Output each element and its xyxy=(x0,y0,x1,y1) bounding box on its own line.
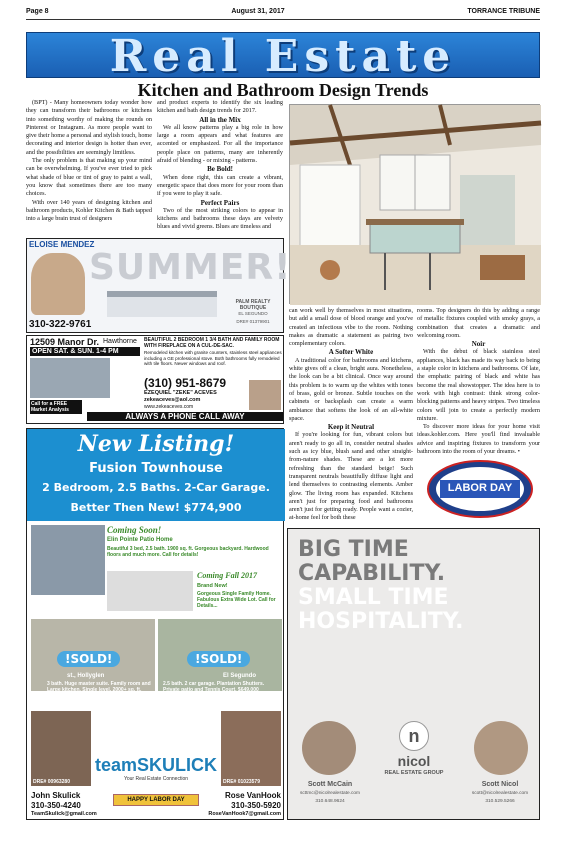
subhead: A Softer White xyxy=(328,348,374,357)
agent-name-john: John Skulick xyxy=(31,791,81,800)
agent-email-rose: RoseVanHook7@gmail.com xyxy=(208,811,281,817)
agent-name-mccain: Scott McCain xyxy=(307,781,353,788)
agent-photo-john xyxy=(31,711,91,786)
issue-date: August 31, 2017 xyxy=(231,8,285,15)
soon-title: Elin Pointe Patio Home xyxy=(107,537,173,543)
subhead: Keep it Neutral xyxy=(327,423,375,432)
agent-phone-nicol: 310.529.5266 xyxy=(485,799,515,804)
agent-email: zekeaceves@aol.com xyxy=(144,397,201,403)
paragraph: Two of the most striking colors to appear in kitchens and bathrooms these days are velvety blues and vivid greens. Blues are timeless and xyxy=(157,206,283,231)
team-brand: teamSKULICK xyxy=(94,755,218,775)
paragraph: and product experts to identify the six leading kitchen and bath design trends for 2017. xyxy=(157,99,283,115)
paragraph: We all know patterns play a big role in how large a room appears and what features are accented or emphasized. For all the importance people place on patterns, many are inherently afraid of blending - or mixing - patterns. xyxy=(157,123,283,165)
paragraph: (BPT) - Many homeowners today wonder how they can transform their bathrooms or kitchens into something worthy of making the rounds on Pinterest or Instagram. As more people want to give their home a personal and stylish touch, home decorating and interior design is hotter than ever, and the possibilities are seemingly limitless. xyxy=(26,99,152,156)
paragraph: With the debut of black stainless steel appliances, black has made its way back to being a staple color in kitchens and bathrooms. Of late, the emphatic pairing of black and white has become the real showstopper. The idea here is to work with high contrast: think strong color-blocking patterns and heavy stripes. Two timeless colors will join to create a perfectly modern mixture. xyxy=(417,348,541,422)
agent-name-rose: Rose VanHook xyxy=(224,791,281,800)
agent-photo-mccain xyxy=(302,721,356,775)
listing-city: Hawthorne xyxy=(103,338,137,345)
open-house-times: OPEN SAT. & SUN. 1-4 PM xyxy=(30,347,140,356)
ad-new-listing xyxy=(26,428,284,820)
firm-name: PALM REALTY BOUTIQUE xyxy=(235,299,271,311)
section-title: Real Estate xyxy=(109,31,457,82)
paragraph: If you're looking for fun, vibrant colors but aren't ready to go all in, consider neutral shades such as icy blue, blush sand and other straight-from-nature shades. These are a lot more refreshing than the standard beige! Such transparent neutrals beautifully diffuse light and lend themselves to contrasting elements. Amber glow. The living room has expanded. Kitchens aren't just for preparing food and bathrooms aren't just for getting ready. People want a cozier, at-home feel for both these xyxy=(289,431,413,522)
listing-headline: BEAUTIFUL 2 BEDROOM 1 3/4 BATH AND FAMILY ROOM WITH FIREPLACE ON A CUL-DE-SAC. xyxy=(144,337,280,349)
brand-name: nicol xyxy=(397,753,431,769)
brand-tagline: Your Real Estate Connection xyxy=(123,776,189,782)
coming-soon: Coming Soon! xyxy=(107,525,162,535)
slogan-line-3: SMALL TIME xyxy=(298,585,449,610)
subhead: Be Bold! xyxy=(207,165,233,174)
dre-number: DRE# 01379901 xyxy=(236,319,270,324)
phone: 310-322-9761 xyxy=(29,319,92,330)
paragraph: When done right, this can create a vibrant, energetic space that does more for your room than if you were to play it safe. xyxy=(157,173,283,198)
fall-title: Brand New! xyxy=(197,583,228,589)
kitchen-photo xyxy=(289,104,540,304)
subhead: Noir xyxy=(471,340,486,349)
dre-john: DRE# 00963280 xyxy=(33,779,70,785)
agent-email-john: TeamSkulick@gmail.com xyxy=(31,811,97,817)
sold-badge: !SOLD! xyxy=(187,651,250,667)
page-number: Page 8 xyxy=(26,8,49,15)
labor-day-banner: HAPPY LABOR DAY xyxy=(113,794,199,806)
agent-email-nicol: scott@nicolrealestate.com xyxy=(471,791,529,796)
listing-address: 12509 Manor Dr. xyxy=(30,337,100,347)
sold-1-location: st., Hollyglen xyxy=(67,673,105,679)
page-header xyxy=(26,8,540,20)
agent-phone-john: 310-350-4240 xyxy=(31,801,81,810)
ad-open-house xyxy=(26,335,284,424)
ad-nicol xyxy=(287,528,540,820)
brand-subtitle: REAL ESTATE GROUP xyxy=(384,770,444,776)
paragraph: To discover more ideas for your home visit ideas.kohler.com. Here you'll find invaluable advice and inspiring fixtures to transform your bathroom into the room of your dreams. • xyxy=(417,423,540,456)
agent-photo xyxy=(31,253,85,315)
newspaper-name: TORRANCE TRIBUNE xyxy=(467,8,540,15)
labor-day-text: LABOR DAY xyxy=(447,482,513,494)
dre-rose: DRE# 01023579 xyxy=(223,779,260,785)
townhouse-photo xyxy=(31,525,105,595)
agent-phone-mccain: 310.648.9624 xyxy=(315,799,345,804)
agent-name-nicol: Scott Nicol xyxy=(481,781,519,788)
firm-city: EL SEGUNDO xyxy=(238,311,268,316)
tagline: ALWAYS A PHONE CALL AWAY xyxy=(87,412,283,421)
sold-2-location: El Segundo xyxy=(223,673,256,679)
home-name: Fusion Townhouse xyxy=(89,461,223,476)
agent-photo xyxy=(249,380,281,410)
section-masthead xyxy=(26,31,540,82)
agent-phone: (310) 951-8679 xyxy=(144,376,227,390)
free-analysis: Call for a FREE Market Analysis xyxy=(30,400,82,414)
article-column-1 xyxy=(26,99,152,237)
sold-1-description: 3 bath. Huge master suite. Family room and Large kitchen. Single level. 2000+ sq. ft. xyxy=(47,681,151,693)
article-column-3 xyxy=(289,307,413,522)
new-listing-title: New Listing! xyxy=(77,431,235,457)
house-illustration xyxy=(107,291,217,317)
agent-name: ELOISE MENDEZ xyxy=(29,240,95,249)
agent-photo-nicol xyxy=(474,721,528,775)
subhead: Perfect Pairs xyxy=(200,198,240,207)
ad-summer xyxy=(26,238,292,333)
subhead: All in the Mix xyxy=(199,115,241,124)
slogan-line-1: BIG TIME xyxy=(298,537,409,562)
agent-phone-rose: 310-350-5920 xyxy=(231,801,281,810)
article-headline: Kitchen and Bathroom Design Trends xyxy=(137,80,429,100)
listing-description: Remodeled kitchen with granite counters, stainless steel appliances including a GE professional stove. Both bathrooms fully remodeled with tile floors. Newer windows and roof. xyxy=(144,350,282,367)
slogan-line-4: HOSPITALITY. xyxy=(298,609,464,634)
paragraph: With over 140 years of designing kitchen and bathroom products, Kohler Kitchen & Bath tapped into a large brain trust of designers xyxy=(26,198,152,223)
home-price: Better Then New! $774,900 xyxy=(70,501,242,514)
sold-2-description: 2.5 bath. 2 car garage. Plantation Shutters. Private patio and Tennis Court. $649,000 xyxy=(163,681,265,693)
paragraph: A traditional color for bathrooms and kitchens, white gives off a clean, bright aura. Nonetheless, the look can be a bit clinical. Once way around this problem is to warm up the whites with tones of brass, gold or bronze. Subtle touches on the cabinets or backsplash can create a warm ambiance that softens the look of an all-white space. xyxy=(289,356,413,422)
agent-photo-rose xyxy=(221,711,281,786)
agent-email-mccain: scttmc@nicolrealestate.com xyxy=(299,791,361,796)
home-spec: 2 Bedroom, 2.5 Baths. 2-Car Garage. xyxy=(42,481,270,494)
article-column-4 xyxy=(417,307,540,457)
coming-fall: Coming Fall 2017 xyxy=(197,571,258,580)
house-photo xyxy=(30,358,110,398)
paragraph: The only problem is that making up your mind can be overwhelming. If you've ever tried to pick what shade of blue or tint of gray to paint a wall, you know that sometimes there are too many choices. xyxy=(26,157,152,198)
paragraph: can work well by themselves in most situations, but add a small dose of blood orange and you've created an infectious vibe to the room. Nothing makes as dramatic a statement as pairing two complementary colors. xyxy=(289,307,413,348)
agent-website: www.zekeaceves.com xyxy=(144,404,194,410)
paragraph: rooms. Top designers do this by adding a range of metallic fixtures coupled with smoky grays, a combination that creates a dramatic and welcoming room. xyxy=(417,307,540,339)
article-column-2 xyxy=(157,99,283,237)
slogan-line-2: CAPABILITY. xyxy=(298,561,446,586)
labor-day-badge xyxy=(425,458,535,520)
soon-description: Beautiful 3 bed, 2.5 bath. 1900 sq. ft. Gorgeous backyard. Hardwood floors and much more. Call for details! xyxy=(107,546,269,558)
sold-badge: !SOLD! xyxy=(57,651,120,667)
fall-description: Gorgeous Single Family Home. Fabulous Extra Wide Lot. Call for Details... xyxy=(197,591,276,609)
nicol-logo-icon: n xyxy=(399,721,429,751)
summer-word: SUMMER! xyxy=(89,247,292,288)
agent-name: EZEQUIEL "ZEKE" ACEVES xyxy=(144,390,217,396)
patio-home-rendering xyxy=(107,571,193,611)
